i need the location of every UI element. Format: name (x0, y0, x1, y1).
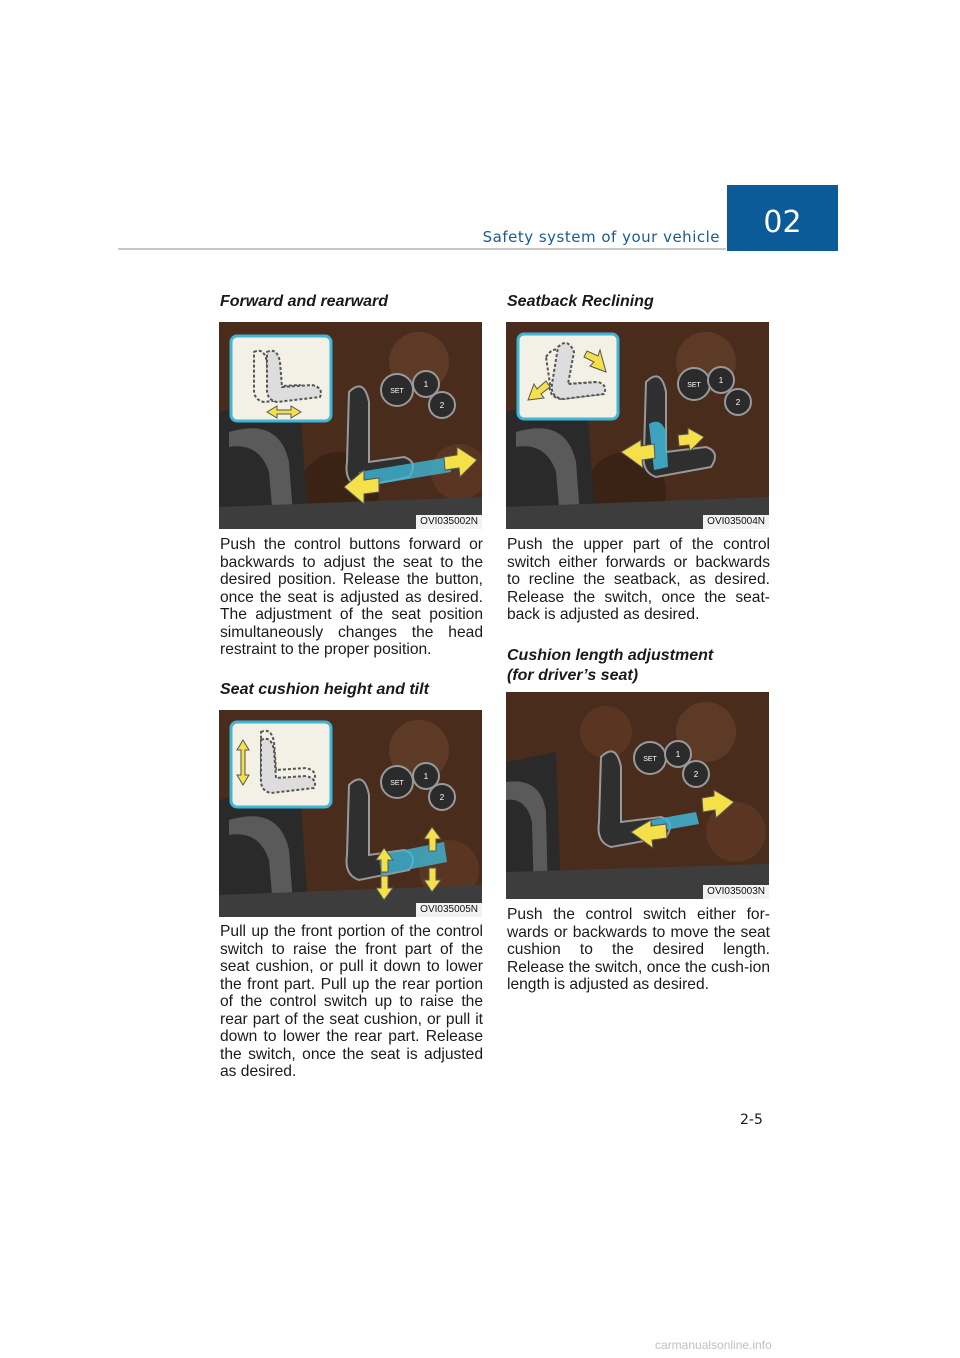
figure-code: OVI035004N (703, 515, 769, 529)
switch-label-set: SET (390, 780, 404, 787)
running-header: Safety system of your vehicle (482, 228, 720, 246)
paragraph-cushion-height-tilt: Pull up the front portion of the control switch to raise the front part of the seat cushion, or pull it down to lower the front part. Pull up the rear portion of the control switch up to raise the rear part of the seat cushion, or pull it down to lower the rear part. Release the switch, once the seat is adjusted as desired. (220, 923, 483, 1080)
switch-label-one: 1 (718, 376, 724, 385)
figure-code: OVI035005N (416, 903, 482, 917)
paragraph-cushion-length: Push the control switch either for-wards or backwards to move the seat cushion to the desired length. Release the switch, once the cush-ion length is adjusted as desired. (507, 906, 770, 993)
figure-code: OVI035002N (416, 515, 482, 529)
section-title-line: (for driver’s seat) (507, 667, 639, 684)
switch-label-one: 1 (423, 772, 429, 781)
switch-label-set: SET (687, 382, 701, 389)
figure-cushion-length (506, 692, 769, 899)
switch-label-set: SET (643, 756, 657, 763)
paragraph-forward-rearward: Push the control buttons forward or backwards to adjust the seat to the desired position. Release the button, once the seat is adjusted as desired. The adjustment of the seat position simultaneously changes the head restraint to the proper position. (220, 536, 483, 658)
switch-label-one: 1 (423, 380, 429, 389)
figure-forward-rearward (219, 322, 482, 529)
section-title-seatback-reclining: Seatback Reclining (507, 293, 654, 310)
section-title-cushion-height-tilt: Seat cushion height and tilt (220, 681, 429, 698)
switch-label-set: SET (390, 388, 404, 395)
switch-label-two: 2 (439, 793, 445, 802)
chapter-tab (727, 185, 838, 251)
section-title-line: Cushion length adjustment (507, 647, 714, 664)
switch-label-two: 2 (439, 401, 445, 410)
figure-cushion-height-tilt (219, 710, 482, 917)
chapter-number: 02 (763, 204, 802, 240)
switch-label-two: 2 (735, 398, 741, 407)
section-title-cushion-length (507, 646, 713, 686)
header-rule (118, 248, 726, 250)
watermark: carmanualsonline.info (655, 1338, 772, 1352)
page-number: 2-5 (740, 1112, 763, 1128)
figure-code: OVI035003N (703, 885, 769, 899)
switch-label-one: 1 (675, 750, 681, 759)
paragraph-seatback-reclining: Push the upper part of the control switch either forwards or backwards to recline the seatback, as desired. Release the switch, once the seat-back is adjusted as desired. (507, 536, 770, 623)
section-title-forward-rearward: Forward and rearward (220, 293, 389, 310)
switch-label-two: 2 (693, 770, 699, 779)
figure-seatback-reclining (506, 322, 769, 529)
